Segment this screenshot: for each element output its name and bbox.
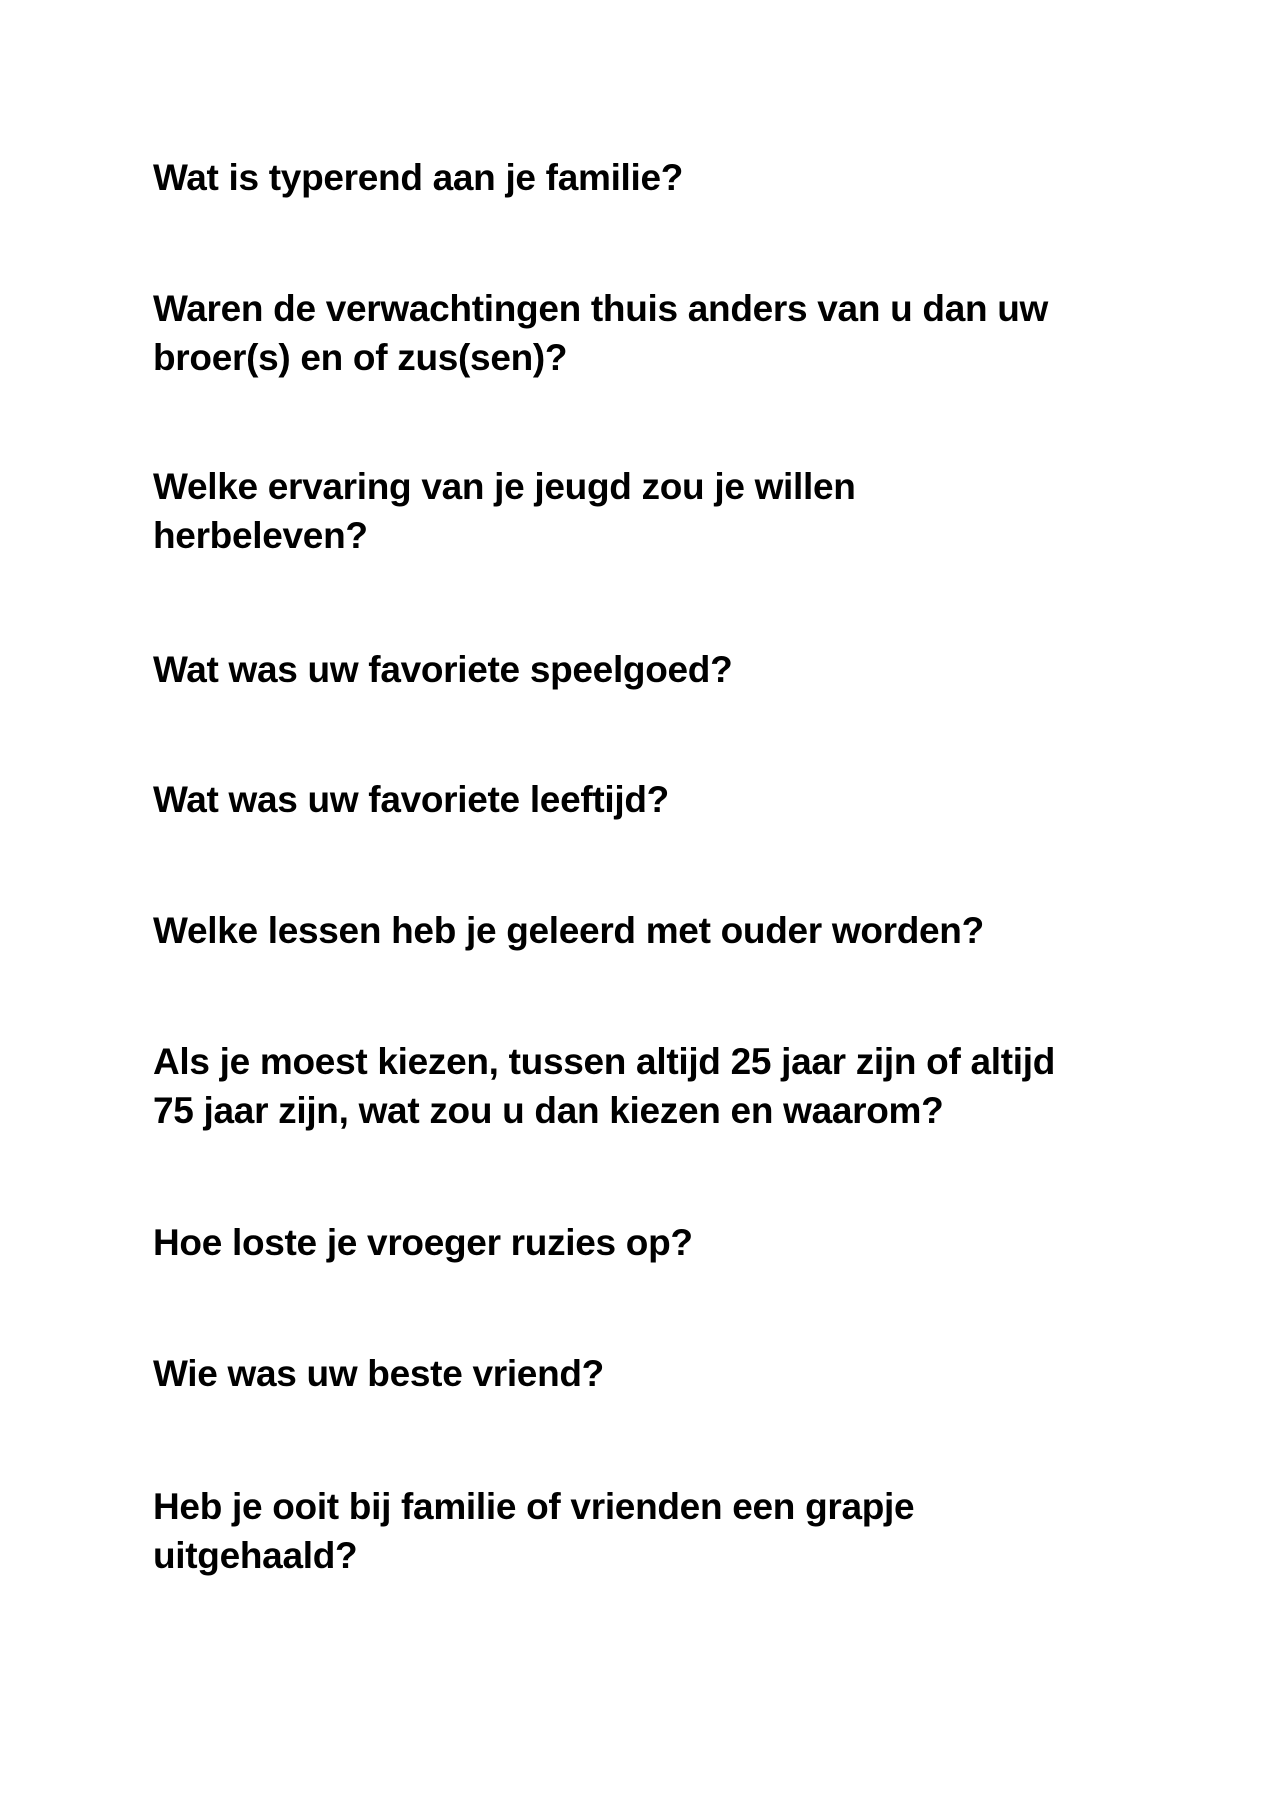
- question-line: uitgehaald?: [153, 1535, 358, 1576]
- question-line: herbeleven?: [153, 515, 368, 556]
- question-line: Welke ervaring van je jeugd zou je willen: [153, 466, 856, 507]
- question-line: Wat is typerend aan je familie?: [153, 157, 684, 198]
- question-2: [153, 284, 1048, 382]
- question-line: 75 jaar zijn, wat zou u dan kiezen en waarom?: [153, 1090, 944, 1131]
- question-line: Wat was uw favoriete leeftijd?: [153, 779, 669, 820]
- question-line: Wie was uw beste vriend?: [153, 1353, 604, 1394]
- question-10: [153, 1482, 914, 1580]
- question-7: [153, 1037, 1055, 1135]
- question-4: [153, 645, 732, 694]
- question-line: Waren de verwachtingen thuis anders van u dan uw: [153, 288, 1049, 329]
- question-3: [153, 462, 856, 560]
- question-line: Welke lessen heb je geleerd met ouder worden?: [153, 910, 984, 951]
- question-line: Wat was uw favoriete speelgoed?: [153, 649, 733, 690]
- question-line: Heb je ooit bij familie of vrienden een grapje: [153, 1486, 915, 1527]
- question-8: [153, 1218, 693, 1267]
- question-6: [153, 906, 984, 955]
- question-line: broer(s) en of zus(sen)?: [153, 337, 568, 378]
- question-line: Hoe loste je vroeger ruzies op?: [153, 1222, 693, 1263]
- question-line: Als je moest kiezen, tussen altijd 25 jaar zijn of altijd: [153, 1041, 1056, 1082]
- question-5: [153, 775, 669, 824]
- question-1: [153, 153, 683, 202]
- question-9: [153, 1349, 604, 1398]
